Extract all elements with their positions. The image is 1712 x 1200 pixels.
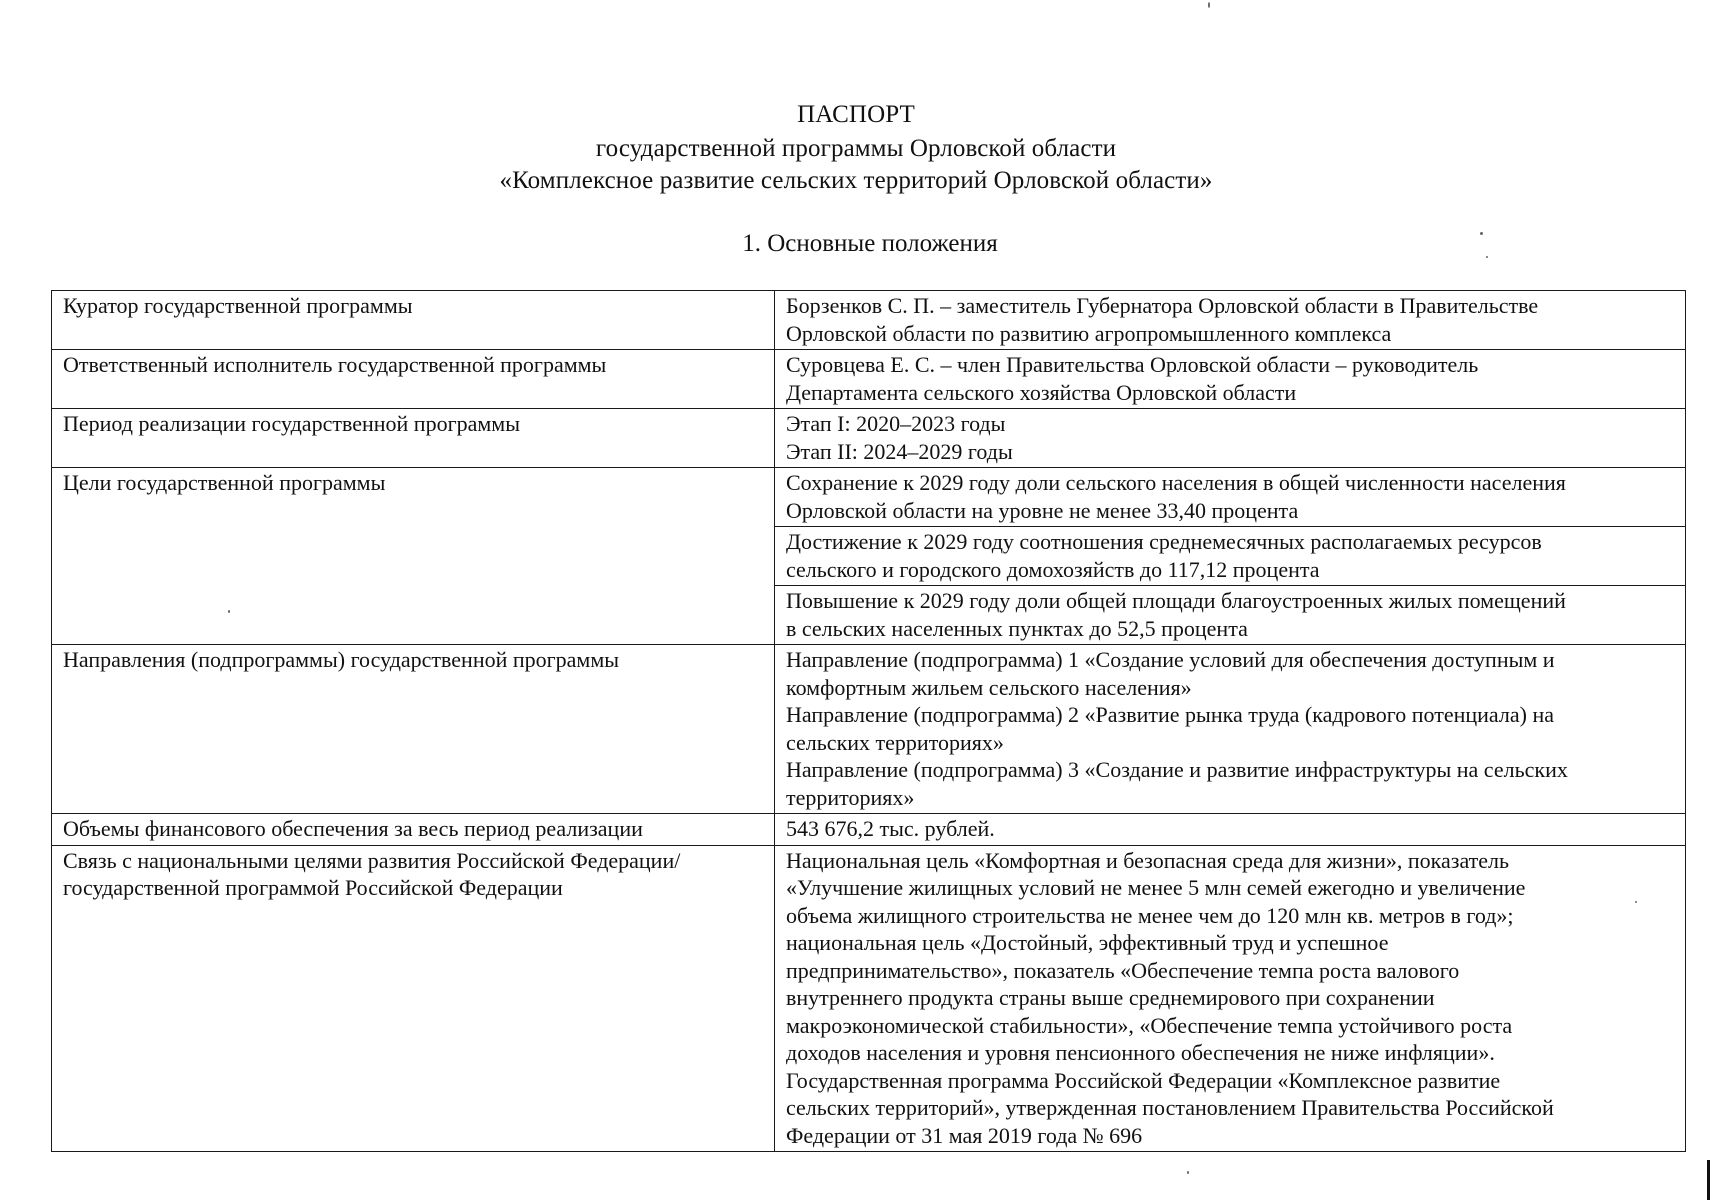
value-line: Сохранение к 2029 году доли сельского населения в общей численности населения bbox=[786, 470, 1566, 495]
scan-speck bbox=[228, 610, 230, 613]
row-value-curator bbox=[775, 291, 1686, 350]
row-label-period: Период реализации государственной программы bbox=[52, 409, 775, 468]
section-title: 1. Основные положения bbox=[742, 230, 998, 257]
value-line: Федерации от 31 мая 2019 года № 696 bbox=[786, 1122, 1143, 1148]
row-label-national-goals bbox=[52, 845, 775, 1152]
program-name: «Комплексное развитие сельских территорий Орловской области» bbox=[499, 167, 1213, 194]
table-row bbox=[52, 409, 1686, 468]
table-row bbox=[52, 814, 1686, 846]
label-line: государственной программой Российской Федерации bbox=[63, 875, 563, 900]
scan-edge-mark bbox=[1707, 1160, 1710, 1200]
scan-speck bbox=[1486, 256, 1488, 258]
value-line: Повышение к 2029 году доли общей площади благоустроенных жилых помещений bbox=[786, 588, 1566, 613]
row-value-goal-2 bbox=[775, 527, 1686, 586]
value-line: объема жилищного строительства не менее чем до 120 млн кв. метров в год»; bbox=[786, 902, 1514, 928]
row-value-national-goals bbox=[775, 845, 1686, 1152]
value-line: сельских территориях» bbox=[786, 729, 1004, 755]
value-line: 543 676,2 тыс. рублей. bbox=[786, 816, 995, 841]
value-line: сельского и городского домохозяйств до 117,12 процента bbox=[786, 556, 1320, 582]
value-line: макроэкономической стабильности», «Обеспечение темпа устойчивого роста bbox=[786, 1012, 1513, 1038]
value-line: Суровцева Е. С. – член Правительства Орловской области – руководитель bbox=[786, 352, 1479, 377]
value-line: Борзенков С. П. – заместитель Губернатора Орловской области в Правительстве bbox=[786, 293, 1539, 318]
value-line: национальная цель «Достойный, эффективный труд и успешное bbox=[786, 930, 1389, 955]
label-line: Связь с национальными целями развития Российской Федерации/ bbox=[63, 847, 681, 873]
table-row bbox=[52, 845, 1686, 1152]
value-line: Направление (подпрограмма) 1 «Создание условий для обеспечения доступным и bbox=[786, 647, 1555, 672]
row-label-curator: Куратор государственной программы bbox=[52, 291, 775, 350]
row-label-executor: Ответственный исполнитель государственной программы bbox=[52, 350, 775, 409]
table-row bbox=[52, 468, 1686, 527]
document-subtitle: государственной программы Орловской области bbox=[595, 135, 1117, 162]
row-value-period bbox=[775, 409, 1686, 468]
value-line: Этап II: 2024–2029 годы bbox=[786, 438, 1013, 464]
value-line: Государственная программа Российской Федерации «Комплексное развитие bbox=[786, 1067, 1501, 1093]
table-row bbox=[52, 350, 1686, 409]
row-label-financing: Объемы финансового обеспечения за весь период реализации bbox=[52, 814, 775, 846]
value-line: Этап I: 2020–2023 годы bbox=[786, 411, 1006, 436]
value-line: Направление (подпрограмма) 3 «Создание и развитие инфраструктуры на сельских bbox=[786, 757, 1568, 782]
value-line: Орловской области по развитию агропромышленного комплекса bbox=[786, 320, 1392, 346]
scan-speck bbox=[1187, 1171, 1189, 1174]
value-line: Департамента сельского хозяйства Орловской области bbox=[786, 379, 1297, 405]
value-line: сельских территорий», утвержденная постановлением Правительства Российской bbox=[786, 1095, 1554, 1120]
row-value-directions bbox=[775, 645, 1686, 814]
row-value-financing bbox=[775, 814, 1686, 846]
value-line: предпринимательство», показатель «Обеспечение темпа роста валового bbox=[786, 957, 1460, 983]
value-line: доходов населения и уровня пенсионного обеспечения не ниже инфляции». bbox=[786, 1040, 1495, 1065]
value-line: Достижение к 2029 году соотношения среднемесячных располагаемых ресурсов bbox=[786, 529, 1542, 554]
row-value-goal-3 bbox=[775, 586, 1686, 645]
row-label-goals: Цели государственной программы bbox=[52, 468, 775, 645]
scan-speck bbox=[1480, 232, 1483, 235]
value-line: Орловской области на уровне не менее 33,40 процента bbox=[786, 497, 1299, 523]
row-label-directions: Направления (подпрограммы) государственной программы bbox=[52, 645, 775, 814]
value-line: Национальная цель «Комфортная и безопасная среда для жизни», показатель bbox=[786, 847, 1510, 873]
table-row bbox=[52, 291, 1686, 350]
row-value-executor bbox=[775, 350, 1686, 409]
value-line: внутреннего продукта страны выше среднемирового при сохранении bbox=[786, 985, 1435, 1010]
scan-speck bbox=[1635, 901, 1637, 903]
value-line: Направление (подпрограмма) 2 «Развитие рынка труда (кадрового потенциала) на bbox=[786, 702, 1555, 727]
document-title: ПАСПОРТ bbox=[797, 101, 915, 128]
value-line: «Улучшение жилищных условий не менее 5 млн семей ежегодно и увеличение bbox=[786, 875, 1526, 900]
value-line: территориях» bbox=[786, 784, 915, 810]
passport-table bbox=[51, 290, 1686, 1152]
scan-speck bbox=[1208, 2, 1210, 8]
table-row bbox=[52, 645, 1686, 814]
value-line: в сельских населенных пунктах до 52,5 процента bbox=[786, 615, 1248, 641]
row-value-goal-1 bbox=[775, 468, 1686, 527]
value-line: комфортным жильем сельского населения» bbox=[786, 674, 1192, 700]
